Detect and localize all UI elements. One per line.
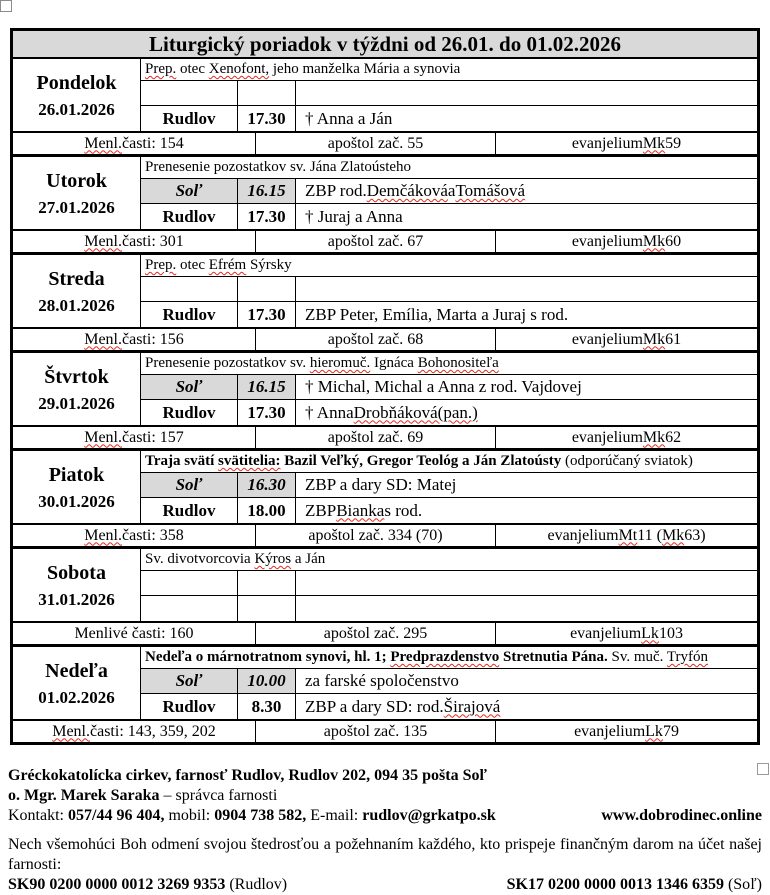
church-cell [141, 596, 238, 621]
intention-cell [296, 204, 757, 229]
text-run: apoštol zač. 68 [327, 330, 424, 348]
text-run: ZBP [305, 500, 337, 520]
text-run: s rod. [384, 500, 423, 520]
text-run: Mk [642, 134, 666, 152]
text-run: Tomášová [455, 181, 526, 200]
text-run: Sv. muč. [607, 649, 667, 665]
church-cell: Rudlov [141, 106, 238, 131]
parish-priest-line [8, 786, 762, 806]
time-cell [238, 571, 296, 595]
service-row [141, 669, 757, 694]
time-cell: 8.30 [238, 694, 296, 719]
intention-cell [296, 694, 757, 719]
day-name: Streda [48, 267, 105, 290]
church-cell [141, 277, 238, 301]
day-block [13, 647, 757, 742]
text-run: 103 [658, 624, 683, 642]
feast-row [141, 647, 757, 669]
time-cell [238, 596, 296, 621]
evanjelium-cell [496, 623, 757, 644]
text-run: Lk [645, 722, 663, 740]
text-run: ZBP a dary SD: rod. [305, 696, 444, 716]
day-block [13, 549, 757, 647]
day-cell [13, 647, 141, 719]
church-cell: Rudlov [141, 498, 238, 523]
menlive-casti-cell [13, 427, 256, 448]
stats-row [13, 327, 757, 350]
text-run: evanjelium [574, 722, 646, 740]
text-run: Prenesenie pozostatkov sv. Jána Zlatoústeho [145, 159, 412, 175]
text-run: Nedeľa o márnotratnom synovi, hl. 1; [145, 649, 391, 665]
menlive-casti-cell [13, 721, 256, 742]
text-run: 057/44 96 404, [68, 807, 165, 824]
text-run: evanjelium [571, 232, 643, 250]
text-run: za farské spoločenstvo [305, 671, 459, 690]
service-row [141, 375, 757, 400]
text-run: Bazil Veľký, Gregor Teológ a Ján Zlatoústy [280, 453, 562, 469]
time-cell: 17.30 [238, 106, 296, 131]
text-run: apoštol zač. 295 [323, 624, 428, 642]
church-cell: Soľ [141, 473, 238, 497]
day-services [141, 353, 757, 425]
text-run: SK90 0200 0000 0012 3269 9353 [8, 876, 226, 893]
text-run: Lk [641, 624, 659, 642]
intention-cell [296, 473, 757, 497]
intention-cell [296, 179, 757, 203]
service-row-empty [141, 571, 757, 596]
menlive-casti-cell [13, 231, 256, 252]
time-cell: 16.15 [238, 375, 296, 399]
feast-row [141, 353, 757, 375]
time-cell [238, 277, 296, 301]
text-run: 11 ( [637, 526, 662, 544]
day-main-row [13, 451, 757, 523]
service-row [141, 473, 757, 498]
intention-cell [296, 106, 757, 131]
intention-cell [296, 81, 757, 105]
day-name: Pondelok [36, 71, 117, 94]
text-run: ZBP a dary SD: Matej [305, 475, 457, 494]
text-run: 60 [665, 232, 682, 250]
day-main-row [13, 157, 757, 229]
feast-row [141, 549, 757, 571]
church-cell: Soľ [141, 179, 238, 203]
text-run: Kontakt: [8, 807, 68, 824]
text-run: evanjelium [570, 624, 642, 642]
text-run: mobil: [164, 807, 215, 824]
time-cell: 18.00 [238, 498, 296, 523]
text-run: časti: 358 [122, 526, 184, 544]
text-run: Ignáca [370, 355, 418, 371]
stats-row [13, 621, 757, 644]
intention-cell [296, 375, 757, 399]
text-run: Bianka [336, 500, 385, 520]
day-blocks [13, 59, 757, 742]
intention-cell [296, 400, 757, 425]
day-date: 31.01.2026 [38, 589, 115, 609]
intention-cell [296, 669, 757, 693]
text-run: Sýrsky [246, 257, 292, 273]
day-cell [13, 59, 141, 131]
text-run: † Michal, Michal a Anna z rod. Vajdovej [305, 377, 582, 396]
text-run: hieromuč. [309, 355, 371, 371]
time-cell: 10.00 [238, 669, 296, 693]
text-run: Prep. [145, 257, 177, 273]
text-run: Efrém [208, 257, 247, 273]
day-name: Nedeľa [45, 659, 108, 682]
day-date: 01.02.2026 [38, 687, 115, 707]
text-run: časti: 143, 359, 202 [90, 722, 216, 740]
text-run: Predprazdenstvo [390, 649, 500, 665]
text-run: (pan.) [437, 402, 478, 422]
day-cell [13, 549, 141, 621]
intention-cell [296, 571, 757, 595]
apostol-cell [256, 231, 496, 252]
liturgical-schedule-table [10, 28, 760, 745]
day-name: Piatok [48, 463, 105, 486]
text-run: 61 [665, 330, 682, 348]
day-block [13, 59, 757, 157]
text-run: (odporúčaný sviatok) [561, 453, 693, 469]
text-run: (Rudlov) [225, 876, 288, 893]
day-block [13, 353, 757, 451]
table-title: Liturgický poriadok v týždni od 26.01. do 01.02.2026 [13, 31, 757, 59]
text-run: Sv. divotvorcovia [145, 551, 255, 567]
stats-row [13, 719, 757, 742]
day-name: Štvrtok [44, 365, 109, 388]
text-run: 59 [665, 134, 682, 152]
iban-sol [507, 875, 762, 895]
day-date: 30.01.2026 [38, 491, 115, 511]
website-text: www.dobrodinec.online [601, 807, 762, 824]
church-cell: Rudlov [141, 302, 238, 327]
text-run: E-mail: [306, 807, 363, 824]
day-services [141, 157, 757, 229]
apostol-cell [256, 329, 496, 350]
text-run: časti: 154 [122, 134, 184, 152]
text-run: evanjelium [571, 330, 643, 348]
donation-text: Nech všemohúci Boh odmení svojou štedrosťou a požehnaním každého, kto prispeje finančným darom na účet našej farnosti: [8, 836, 762, 873]
service-row [141, 302, 757, 327]
time-cell: 16.15 [238, 179, 296, 203]
day-block [13, 157, 757, 255]
evanjelium-cell [496, 133, 757, 154]
stats-row [13, 523, 757, 546]
text-run: – správca farnosti [159, 787, 278, 804]
contact-details [8, 806, 496, 826]
text-run: časti: 301 [122, 232, 184, 250]
text-run: Mk [661, 526, 685, 544]
stats-row [13, 229, 757, 252]
text-run: (Soľ) [723, 876, 762, 893]
apostol-cell [256, 721, 496, 742]
day-main-row [13, 647, 757, 719]
service-row-empty [141, 596, 757, 621]
day-cell [13, 353, 141, 425]
apostol-cell [256, 133, 496, 154]
text-run: a Ján [291, 551, 326, 567]
service-row [141, 204, 757, 229]
church-cell: Rudlov [141, 204, 238, 229]
text-run: Xenofont, [208, 61, 270, 77]
day-services [141, 549, 757, 621]
feast-row [141, 157, 757, 179]
text-run: jeho manželka Mária a synovia [269, 61, 461, 77]
text-run: Drobňáková [353, 402, 438, 422]
church-cell: Soľ [141, 375, 238, 399]
text-run: Mk [642, 330, 666, 348]
menlive-casti-cell [13, 525, 256, 546]
text-run: Bohonositeľa [417, 355, 499, 371]
apostol-cell [256, 427, 496, 448]
feast-row [141, 451, 757, 473]
service-row-empty [141, 277, 757, 302]
stats-row [13, 425, 757, 448]
text-run: Menl. [84, 134, 122, 152]
contact-line [8, 806, 762, 826]
text-run: apoštol zač. 69 [327, 428, 424, 446]
church-cell [141, 571, 238, 595]
day-block [13, 451, 757, 549]
menlive-casti-cell [13, 623, 256, 644]
time-cell [238, 81, 296, 105]
service-row [141, 106, 757, 131]
text-run: † Anna [305, 402, 354, 422]
text-run: Kýros [254, 551, 292, 567]
evanjelium-cell [496, 231, 757, 252]
evanjelium-cell [496, 721, 757, 742]
day-name: Utorok [46, 169, 107, 192]
day-services [141, 59, 757, 131]
text-run: Menl. [52, 722, 90, 740]
day-date: 29.01.2026 [38, 393, 115, 413]
text-run: 62 [665, 428, 682, 446]
text-run: rudlov@grkatpo.sk [362, 807, 496, 824]
text-run: 63) [684, 526, 706, 544]
day-services [141, 451, 757, 523]
church-cell: Rudlov [141, 400, 238, 425]
text-run: Prep. [145, 61, 177, 77]
text-run: otec [176, 61, 209, 77]
text-run: Menl. [84, 428, 122, 446]
feast-row [141, 59, 757, 81]
text-run: Mk [642, 232, 666, 250]
day-services [141, 647, 757, 719]
day-main-row [13, 353, 757, 425]
text-run: otec [176, 257, 209, 273]
feast-row [141, 255, 757, 277]
service-row [141, 498, 757, 523]
iban-rudlov [8, 875, 287, 895]
text-run: Traja svätí [145, 453, 219, 469]
text-run: svätitelia: [218, 453, 281, 469]
text-run: Menlivé časti: 160 [74, 624, 194, 642]
church-cell: Rudlov [141, 694, 238, 719]
text-run: časti: 157 [122, 428, 184, 446]
parish-name-line: Gréckokatolícka cirkev, farnosť Rudlov, Rudlov 202, 094 35 pošta Soľ [8, 767, 487, 784]
text-run: evanjelium [571, 134, 643, 152]
table-move-handle-icon[interactable] [0, 0, 12, 12]
service-row-empty [141, 81, 757, 106]
text-run: evanjelium [547, 526, 619, 544]
text-run: apoštol zač. 334 (70) [308, 526, 443, 544]
text-run: časti: 156 [122, 330, 184, 348]
parish-footer [8, 766, 762, 895]
text-run: ZBP rod. [305, 181, 367, 200]
day-main-row [13, 549, 757, 621]
text-run: Mt [618, 526, 638, 544]
service-row [141, 179, 757, 204]
text-run: apoštol zač. 55 [327, 134, 424, 152]
day-date: 27.01.2026 [38, 197, 115, 217]
evanjelium-cell [496, 329, 757, 350]
church-cell: Soľ [141, 669, 238, 693]
time-cell: 17.30 [238, 400, 296, 425]
day-services [141, 255, 757, 327]
text-run: Demčáková [366, 181, 448, 200]
text-run: SK17 0200 0000 0013 1346 6359 [506, 876, 724, 893]
text-run: Stretnutia Pána. [499, 649, 608, 665]
day-cell [13, 157, 141, 229]
text-run: evanjelium [571, 428, 643, 446]
time-cell: 17.30 [238, 302, 296, 327]
day-date: 26.01.2026 [38, 99, 115, 119]
time-cell: 16.30 [238, 473, 296, 497]
text-run: ZBP Peter, Emília, Marta a Juraj s rod. [305, 304, 569, 324]
text-run: a [447, 181, 456, 200]
service-row [141, 694, 757, 719]
intention-cell [296, 302, 757, 327]
text-run: 79 [662, 722, 679, 740]
iban-line [8, 875, 762, 895]
intention-cell [296, 277, 757, 301]
text-run: Tryfón [666, 649, 709, 665]
text-run: 0904 738 582, [214, 807, 307, 824]
day-block [13, 255, 757, 353]
text-run: apoštol zač. 67 [327, 232, 424, 250]
evanjelium-cell [496, 525, 757, 546]
menlive-casti-cell [13, 133, 256, 154]
day-cell [13, 255, 141, 327]
time-cell: 17.30 [238, 204, 296, 229]
text-run: o. Mgr. Marek Saraka [8, 787, 160, 804]
text-run: Mk [642, 428, 666, 446]
apostol-cell [256, 623, 496, 644]
intention-cell [296, 498, 757, 523]
day-date: 28.01.2026 [38, 295, 115, 315]
menlive-casti-cell [13, 329, 256, 350]
text-run: apoštol zač. 135 [323, 722, 428, 740]
apostol-cell [256, 525, 496, 546]
evanjelium-cell [496, 427, 757, 448]
service-row [141, 400, 757, 425]
text-run: Menl. [84, 232, 122, 250]
church-cell [141, 81, 238, 105]
text-run: † Juraj a Anna [305, 206, 403, 226]
day-main-row [13, 255, 757, 327]
day-cell [13, 451, 141, 523]
text-run: Širajová [443, 696, 501, 716]
day-name: Sobota [47, 561, 106, 584]
day-main-row [13, 59, 757, 131]
text-run: Menl. [84, 330, 122, 348]
text-run: Menl. [84, 526, 122, 544]
text-run: Prenesenie pozostatkov sv. [145, 355, 310, 371]
stats-row [13, 131, 757, 154]
text-run: † Anna a Ján [305, 108, 393, 128]
intention-cell [296, 596, 757, 621]
